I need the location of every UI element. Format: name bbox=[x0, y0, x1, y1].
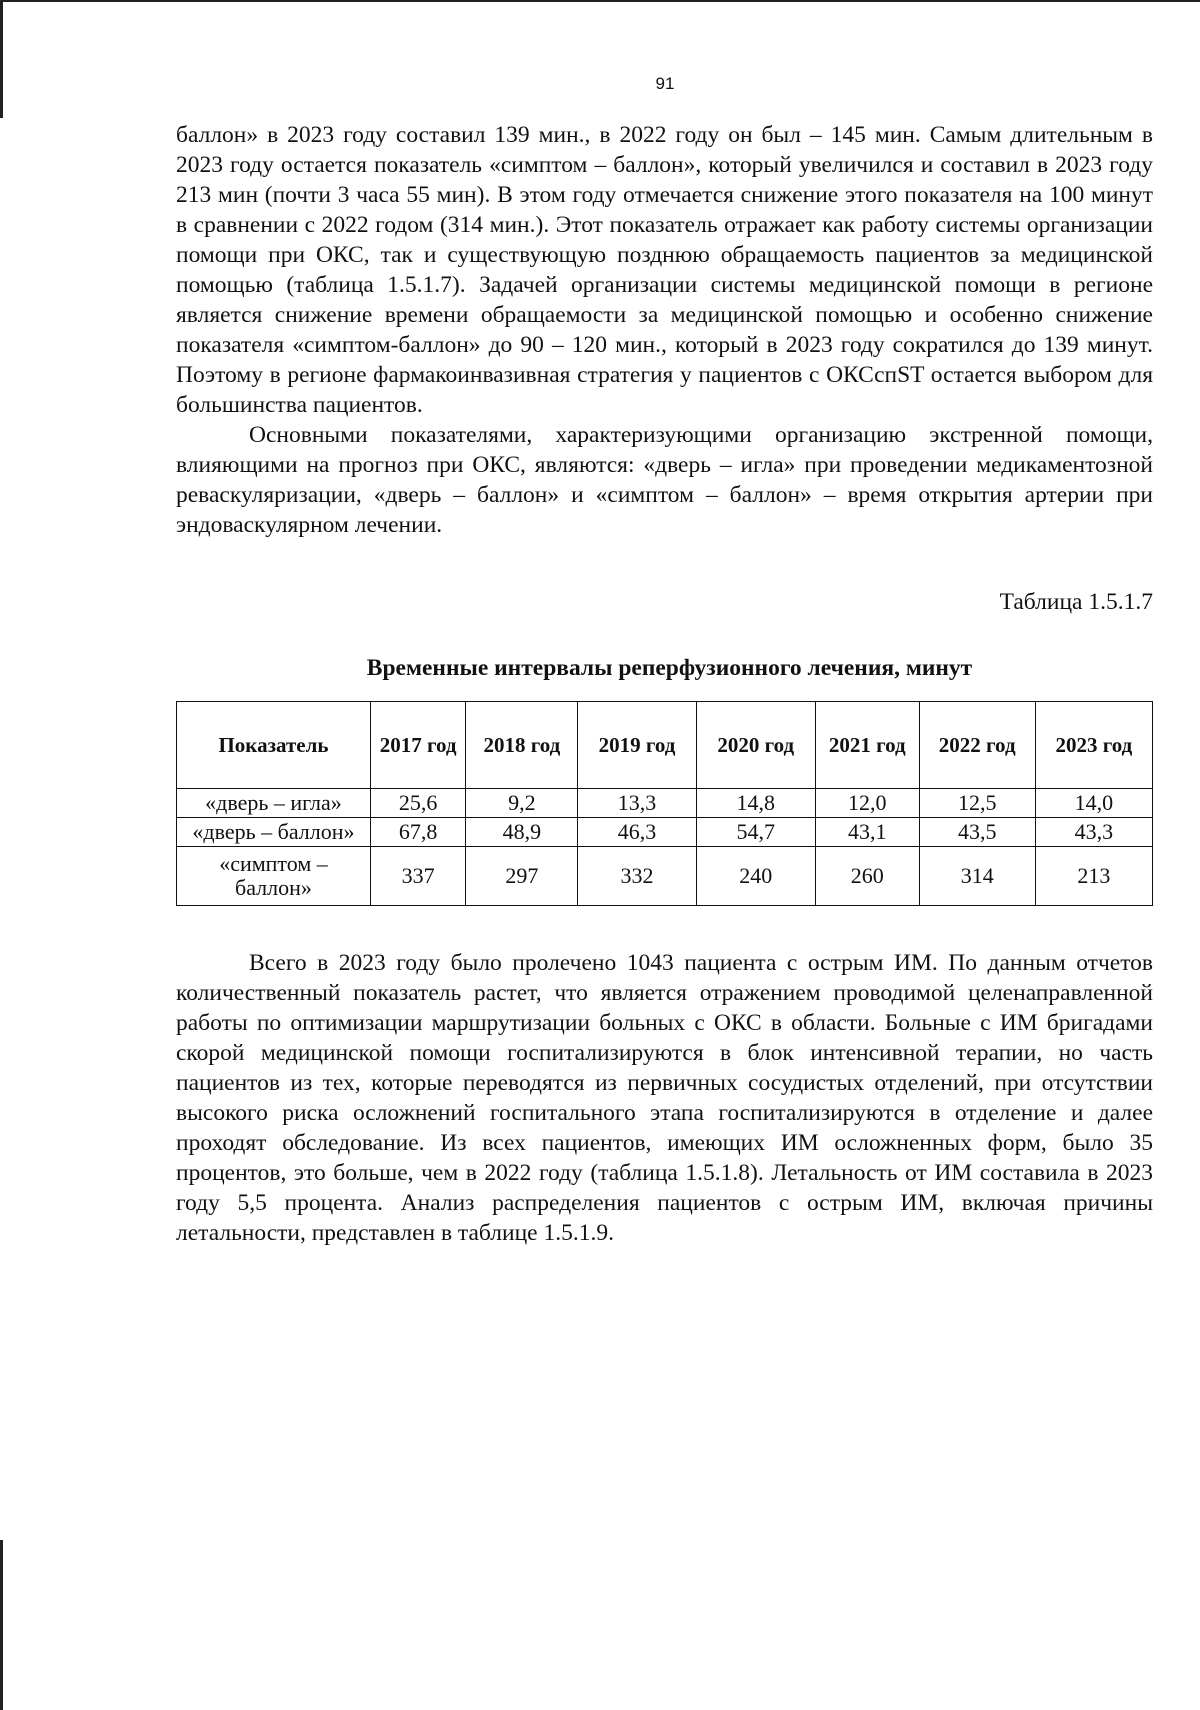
paragraph-2: Основными показателями, характеризующими организацию экстренной помощи, влияющими на прогноз при ОКС, являются: «дверь – игла» при проведении медикаментозной реваскуляризации, «дверь – баллон» и «симптом – баллон» – время открытия артерии при эндоваскулярном лечении. bbox=[176, 422, 1153, 538]
reperfusion-table bbox=[176, 701, 1153, 906]
table-cell: 25,6 bbox=[370, 789, 465, 818]
table-cell: 46,3 bbox=[578, 818, 696, 847]
scan-edge-left bbox=[0, 0, 3, 118]
table-header-cell: 2019 год bbox=[578, 702, 696, 789]
table-header-cell: 2022 год bbox=[919, 702, 1035, 789]
table-row bbox=[177, 847, 1153, 906]
table-header-cell: 2018 год bbox=[466, 702, 578, 789]
document-body bbox=[176, 120, 1153, 1248]
table-cell: 14,8 bbox=[696, 789, 815, 818]
table-cell: 43,1 bbox=[815, 818, 919, 847]
after-table-section bbox=[176, 948, 1153, 1248]
table-cell: 12,0 bbox=[815, 789, 919, 818]
table-cell: 48,9 bbox=[466, 818, 578, 847]
table-cell: 43,5 bbox=[919, 818, 1035, 847]
table-cell: «дверь – баллон» bbox=[177, 818, 371, 847]
table-title: Временные интервалы реперфузионного лечения, минут bbox=[366, 655, 973, 681]
paragraph-3: Всего в 2023 году было пролечено 1043 пациента с острым ИМ. По данным отчетов количественный показатель растет, что является отражением проводимой целенаправленной работы по оптимизации маршрутизации больных с ОКС в области. Больные с ИМ бригадами скорой медицинской помощи госпитализируются в блок интенсивной терапии, но часть пациентов из тех, которые переводятся из первичных сосудистых отделений, при отсутствии высокого риска осложнений госпитального этапа госпитализируются в отделение и далее проходят обследование. Из всех пациентов, имеющих ИМ осложненных форм, было 35 процентов, это больше, чем в 2022 году (таблица 1.5.1.8). Летальность от ИМ составила в 2023 году 5,5 процента. Анализ распределения пациентов с острым ИМ, включая причины летальности, представлен в таблице 1.5.1.9. bbox=[176, 950, 1153, 1246]
table-header-row bbox=[177, 702, 1153, 789]
table-cell: 240 bbox=[696, 847, 815, 906]
table-cell: 297 bbox=[466, 847, 578, 906]
table-cell: 54,7 bbox=[696, 818, 815, 847]
table-header-cell: 2020 год bbox=[696, 702, 815, 789]
table-row bbox=[177, 789, 1153, 818]
page-number: 91 bbox=[655, 74, 675, 93]
table-cell: 332 bbox=[578, 847, 696, 906]
table-header-cell: 2017 год bbox=[370, 702, 465, 789]
table-row bbox=[177, 818, 1153, 847]
table-cell: «дверь – игла» bbox=[177, 789, 371, 818]
table-caption: Таблица 1.5.1.7 bbox=[999, 589, 1153, 615]
table-cell: 43,3 bbox=[1035, 818, 1152, 847]
table-header-cell: Показатель bbox=[177, 702, 371, 789]
table-cell: 14,0 bbox=[1035, 789, 1152, 818]
table-cell: 337 bbox=[370, 847, 465, 906]
table-cell: 314 bbox=[919, 847, 1035, 906]
paragraph-1: баллон» в 2023 году составил 139 мин., в 2022 году он был – 145 мин. Самым длительным в 2023 году остается показатель «симптом – баллон», который увеличился и составил в 2023 году 213 мин (почти 3 часа 55 мин). В этом году отмечается снижение этого показателя на 100 минут в сравнении с 2022 годом (314 мин.). Этот показатель отражает как работу системы организации помощи при ОКС, так и существующую позднюю обращаемость пациентов за медицинской помощью (таблица 1.5.1.7). Задачей организации системы медицинской помощи в регионе является снижение времени обращаемости за медицинской помощью и особенно снижение показателя «симптом-баллон» до 90 – 120 мин., который в 2023 году сократился до 139 минут. Поэтому в регионе фармакоинвазивная стратегия у пациентов с ОКСспST остается выбором для большинства пациентов. bbox=[176, 122, 1153, 418]
scan-edge-left-lower bbox=[0, 1540, 3, 1710]
table-header-cell: 2021 год bbox=[815, 702, 919, 789]
table-cell: 13,3 bbox=[578, 789, 696, 818]
table-cell: 213 bbox=[1035, 847, 1152, 906]
table-header-cell: 2023 год bbox=[1035, 702, 1152, 789]
table-cell: 67,8 bbox=[370, 818, 465, 847]
scan-edge-top bbox=[0, 0, 1200, 2]
table-cell: 9,2 bbox=[466, 789, 578, 818]
table-cell: 260 bbox=[815, 847, 919, 906]
table-cell: 12,5 bbox=[919, 789, 1035, 818]
table-cell: «симптом – баллон» bbox=[177, 847, 371, 906]
